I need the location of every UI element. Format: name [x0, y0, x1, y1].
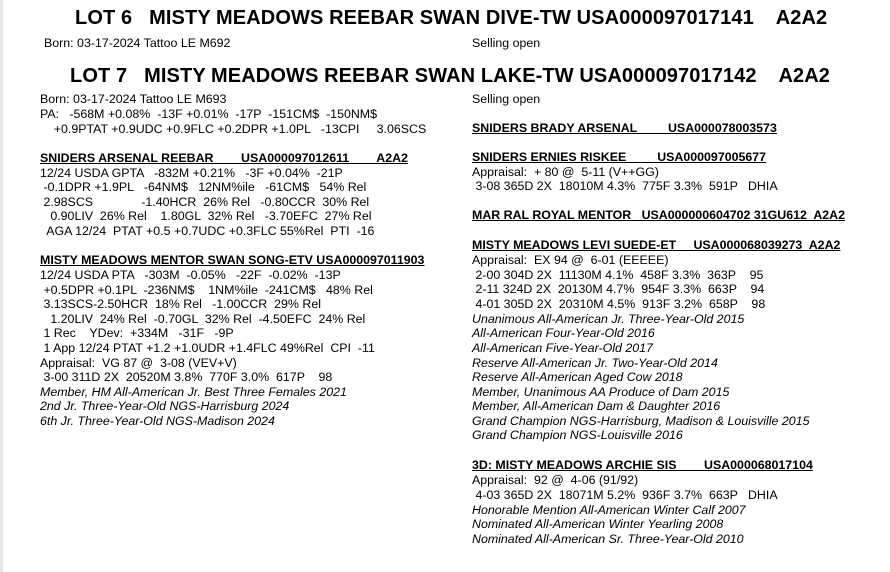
dam-line: 12/24 USDA PTA -303M -0.05% -22F -0.02% -13P: [40, 268, 341, 282]
dams-sire-line: Appraisal: + 80 @ 5-11 (V++GG): [472, 165, 659, 179]
left-margin-rule: [0, 0, 3, 572]
granddam-honor: Reserve All-American Jr. Two-Year-Old 2014: [472, 356, 718, 370]
pa-line: +0.9PTAT +0.9UDC +0.9FLC +0.2DPR +1.0PL -13CPI 3.06SCS: [40, 122, 427, 136]
granddam-honor: All-American Four-Year-Old 2016: [472, 326, 655, 340]
sire-heading: SNIDERS ARSENAL REEBAR USA000097012611 A2A2: [40, 151, 408, 165]
sire-line: -0.1DPR +1.9PL -64NM$ 12NM%ile -61CM$ 54% Rel: [40, 180, 367, 194]
dams-sire-line: 3-08 365D 2X 18010M 4.3% 775F 3.3% 591P DHIA: [472, 179, 778, 193]
sire-line: 12/24 USDA GPTA -832M +0.21% -3F +0.04% -21P: [40, 166, 343, 180]
dam-honor: Member, HM All-American Jr. Best Three Females 2021: [40, 385, 347, 399]
granddam-line: 2-00 304D 2X 11130M 4.1% 458F 3.3% 363P 95: [472, 268, 764, 282]
dam-line: +0.5DPR +0.1PL -236NM$ 1NM%ile -241CM$ 48% Rel: [40, 283, 373, 297]
sires-sire-heading: SNIDERS BRADY ARSENAL USA000078003573: [472, 121, 777, 135]
granddam-line: 2-11 324D 2X 20130M 4.7% 954F 3.3% 663P 94: [472, 282, 765, 296]
granddam-honor: Unanimous All-American Jr. Three-Year-Old 2015: [472, 312, 745, 326]
third-dam-honor: Nominated All-American Sr. Three-Year-Old 2010: [472, 532, 744, 546]
sire-line: 2.98SCS -1.40HCR 26% Rel -0.80CCR 30% Rel: [40, 195, 370, 209]
dam-line: 1.20LIV 24% Rel -0.70GL 32% Rel -4.50EFC 24% Rel: [40, 312, 366, 326]
sire-line: AGA 12/24 PTAT +0.5 +0.7UDC +0.3FLC 55%Rel PTI -16: [40, 224, 375, 238]
granddam-honor: Member, All-American Dam & Daughter 2016: [472, 399, 721, 413]
lot6-selling: Selling open: [472, 36, 541, 50]
lot7-born: Born: 03-17-2024 Tattoo LE M693: [40, 92, 227, 106]
dam-honor: 6th Jr. Three-Year-Old NGS-Madison 2024: [40, 414, 275, 428]
granddam-honor: Grand Champion NGS-Louisville 2016: [472, 428, 683, 442]
dams-dams-sire-heading: MAR RAL ROYAL MENTOR USA000000604702 31GU612 A2A2: [472, 208, 846, 222]
dam-line: 3.13SCS-2.50HCR 18% Rel -1.00CCR 29% Rel: [40, 297, 321, 311]
granddam-line: Appraisal: EX 94 @ 6-01 (EEEEE): [472, 253, 669, 267]
dams-sire-heading: SNIDERS ERNIES RISKEE USA000097005677: [472, 150, 767, 164]
dam-honor: 2nd Jr. Three-Year-Old NGS-Harrisburg 2024: [40, 399, 290, 413]
lot7-selling: Selling open: [472, 92, 541, 106]
lot6-born: Born: 03-17-2024 Tattoo LE M692: [44, 36, 231, 50]
third-dam-honor: Honorable Mention All-American Winter Calf 2007: [472, 503, 746, 517]
granddam-honor: Member, Unanimous AA Produce of Dam 2015: [472, 385, 730, 399]
granddam-line: 4-01 305D 2X 20310M 4.5% 913F 3.2% 658P 98: [472, 297, 766, 311]
third-dam-heading: 3D: MISTY MEADOWS ARCHIE SIS USA000068017104: [472, 458, 813, 472]
granddam-honor: All-American Five-Year-Old 2017: [472, 341, 653, 355]
dam-heading: MISTY MEADOWS MENTOR SWAN SONG-ETV USA000097011903: [40, 253, 425, 267]
granddam-honor: Reserve All-American Aged Cow 2018: [472, 370, 683, 384]
third-dam-line: Appraisal: 92 @ 4-06 (91/92): [472, 473, 639, 487]
third-dam-honor: Nominated All-American Winter Yearling 2008: [472, 517, 724, 531]
dam-line: 1 App 12/24 PTAT +1.2 +1.0UDR +1.4FLC 49%Rel CPI -11: [40, 341, 375, 355]
lot6-title: LOT 6 MISTY MEADOWS REEBAR SWAN DIVE-TW USA000097017141 A2A2: [75, 7, 828, 29]
sire-line: 0.90LIV 26% Rel 1.80GL 32% Rel -3.70EFC 27% Rel: [40, 209, 372, 223]
dam-line: 3-00 311D 2X 20520M 3.8% 770F 3.0% 617P 98: [40, 370, 333, 384]
granddam-heading: MISTY MEADOWS LEVI SUEDE-ET USA000068039273 A2A2: [472, 238, 841, 252]
dam-line: 1 Rec YDev: +334M -31F -9P: [40, 326, 234, 340]
lot7-title: LOT 7 MISTY MEADOWS REEBAR SWAN LAKE-TW USA000097017142 A2A2: [70, 65, 831, 87]
dam-line: Appraisal: VG 87 @ 3-08 (VEV+V): [40, 356, 237, 370]
third-dam-line: 4-03 365D 2X 18071M 5.2% 936F 3.7% 663P DHIA: [472, 488, 778, 502]
pa-line: PA: -568M +0.08% -13F +0.01% -17P -151CM$ -150NM$: [40, 107, 378, 121]
granddam-honor: Grand Champion NGS-Harrisburg, Madison & Louisville 2015: [472, 414, 810, 428]
